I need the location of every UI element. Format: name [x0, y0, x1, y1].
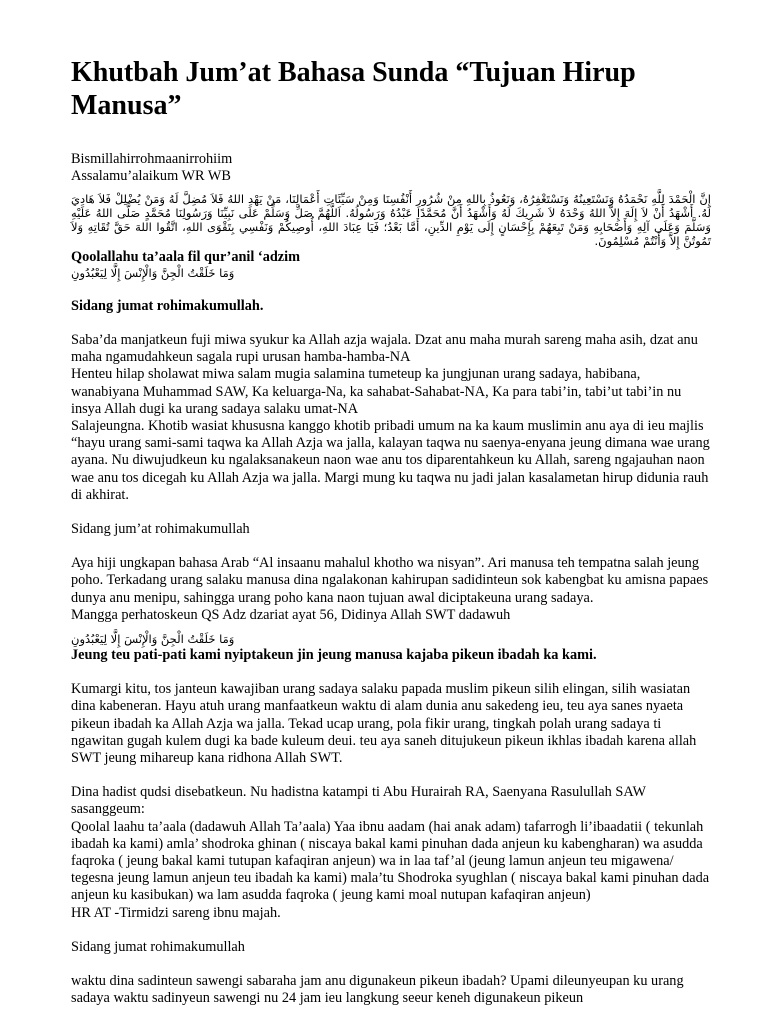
paragraph-salajeungna: Salajeungna. Khotib wasiat khususna kanggo khotib pribadi umum na ka kaum muslimin anu aya di ieu majlis “hayu urang sami-sami taqwa ka Allah Azja wa jalla, kalayan taqwa nu saenya-enyana jeung dimana wae urang ayana. Nu diwujudkeun ku ngalaksanakeun naon wae anu tos diparentahkeun ku Allah, sareng ngajauhan naon wae anu tos dicegah ku Allah Azja wa jalla. Margi mung ku taqwa nu jadi jalan kasalametan hirup didunia rauh di akhirat. — [71, 418, 710, 503]
paragraph-qoolal: Qoolal laahu ta’aala (dadawuh Allah Ta’aala) Yaa ibnu aadam (hai anak adam) tafarrogh li’ibaadatii ( tekunlah ibadah ka kami) amla’ shodroka ghinan ( niscaya bakal kami pinuhan dada anjeun ku kabengharan) wa asudda faqroka ( jeung bakal kami tutupan kafaqiran anjeun) wa in laa taf’al (jeung lamun anjeun teu migawena/ tegesna jeung lamun anjeun teu ibadah ka kami) mala’tu Shodroka syughlan ( niscaya bakal kami pinuhan dada anjeun ku kasibukan) wa lam asudda faqroka ( jeung kami moal nutupan kafaqiran anjeun) — [71, 818, 710, 904]
paragraph-hr: HR AT -Tirmidzi sareng ibnu majah. — [71, 904, 281, 921]
section-heading-1: Sidang jumat rohimakumullah. — [71, 297, 264, 314]
section-heading-3: Sidang jumat rohimakumullah — [71, 938, 245, 955]
paragraph-mangga: Mangga perhatoskeun QS Adz dzariat ayat 56, Didinya Allah SWT dadawuh — [71, 606, 511, 623]
document-title: Khutbah Jum’at Bahasa Sunda “Tujuan Hirup Manusa” — [71, 57, 636, 121]
bismillah-line: Bismillahirrohmaanirrohiim — [71, 151, 233, 167]
paragraph-kumargi: Kumargi kitu, tos janteun kawajiban urang sadaya salaku papada muslim pikeun silih elingan, silih wasiatan dina kabeneran. Hayu atuh urang manfaatkeun waktu di alam dunia anu sakedeng ieu, teu aya sanes nyaeta pikeun ibadah ka Allah Azja wa jalla. Tekad ucap urang, pola fikir urang, tingkah polah urang sadaya ti ngawitan gugah kulem dugi ka bade kuleum deui. teu aya saneh ditujukeun pikeun ikhlas ibadah karena allah SWT jeung mihareup kana ridhona Allah SWT. — [71, 681, 697, 767]
paragraph-waktu: waktu dina sadinteun sawengi sabaraha jam anu digunakeun pikeun ibadah? Upami dileunyeupan ku urang sadaya waktu sadinyeun sawengi nu 24 jam ieu langkung seeur keneh digunakeun pikeun — [71, 973, 684, 1007]
salam-line: Assalamu’alaikum WR WB — [71, 168, 231, 185]
paragraph-saba: Saba’da manjatkeun fuji miwa syukur ka Allah azja wajala. Dzat anu maha murah sareng maha asih, dzat anu maha ngamudahkeun sagala rupi urusan hamba-hamba-NA — [71, 332, 698, 366]
verse-arabic-2: وَمَا خَلَقْتُ الْجِنَّ وَالْإِنْسَ إِلَّا لِيَعْبُدُونِ — [71, 632, 235, 647]
verse-arabic: وَمَا خَلَقْتُ الْجِنَّ وَالْإِنْسَ إِلَّا لِيَعْبُدُونِ — [71, 265, 235, 280]
verse-translation: Jeung teu pati-pati kami nyiptakeun jin jeung manusa kajaba pikeun ibadah ka kami. — [71, 647, 597, 664]
arabic-opening: إِنَّ الْحَمْدَ لِلَّهِ نَحْمَدُهُ وَنَسْتَعِينُهُ وَنَسْتَغْفِرُهُ، وَنَعُوذُ بِاللهِ مِنْ شُرُورِ أَنْفُسِنَا وَمِنْ سَيِّئَاتِ أَعْمَالِنَا، مَنْ يَهْدِ اللهُ فَلاَ مُضِلَّ لَهُ وَمَنْ يُضْلِلْ فَلاَ هَادِيَ لَهُ. أَشْهَدُ أَنْ لاَ إِلَهَ إِلاَّ اللهُ وَحْدَهُ لاَ شَرِيكَ لَهُ وَأَشْهَدُ أَنَّ مُحَمَّدًا عَبْدُهُ وَرَسُولُهُ. اَللَّهُمَّ صَلِّ وَسَلِّمْ عَلَى نَبِيِّنَا وَرَسُولِنَا مُحَمَّدٍ صَلَّى اللهُ عَلَيْهِ وَسَلَّمَ وَعَلَى آلِهِ وَأَصْحَابِهِ وَمَنْ تَبِعَهُمْ بِإِحْسَانٍ إِلَى يَوْمِ الدِّينِ، أَمَّا بَعْدُ؛ فَيَا عِبَادَ اللهِ، أُوصِيكُمْ وَنَفْسِي بِتَقْوَى اللهِ، اتَّقُوا اللهَ حَقَّ تُقَاتِهِ وَلاَ تَمُوتُنَّ إِلاَّ وَأَنْتُمْ مُسْلِمُونَ. — [71, 192, 711, 248]
section-heading-2: Sidang jum’at rohimakumullah — [71, 521, 250, 538]
paragraph-dina-hadist: Dina hadist qudsi disebatkeun. Nu hadistna katampi ti Abu Hurairah RA, Saenyana Rasulullah SAW sasanggeum: — [71, 784, 646, 818]
document-page — [71, 56, 711, 1008]
paragraph-henteu: Henteu hilap sholawat miwa salam mugia salamina tumeteup ka jungjunan urang sadaya, habibana, wanabiyana Muhammad SAW, Ka keluarga-Na, ka sahabat-Sahabat-NA, Ka para tabi’in, tabi’ut tabi’in nu insya Allah dugi ka urang sadaya salaku umat-NA — [71, 366, 682, 417]
qoola-line: Qoolallahu ta’aala fil qur’anil ‘adzim — [71, 248, 301, 265]
paragraph-aya: Aya hiji ungkapan bahasa Arab “Al insaanu mahalul khotho wa nisyan”. Ari manusa teh tempatna salah jeung poho. Terkadang urang salaku manusa dina ngalakonan kahirupan sadidinteun sok kabengbat ku amisna papaes dunya anu menipu, sahingga urang poho kana naon tujuan awal diciptakeuna urang sadaya. — [71, 555, 709, 606]
